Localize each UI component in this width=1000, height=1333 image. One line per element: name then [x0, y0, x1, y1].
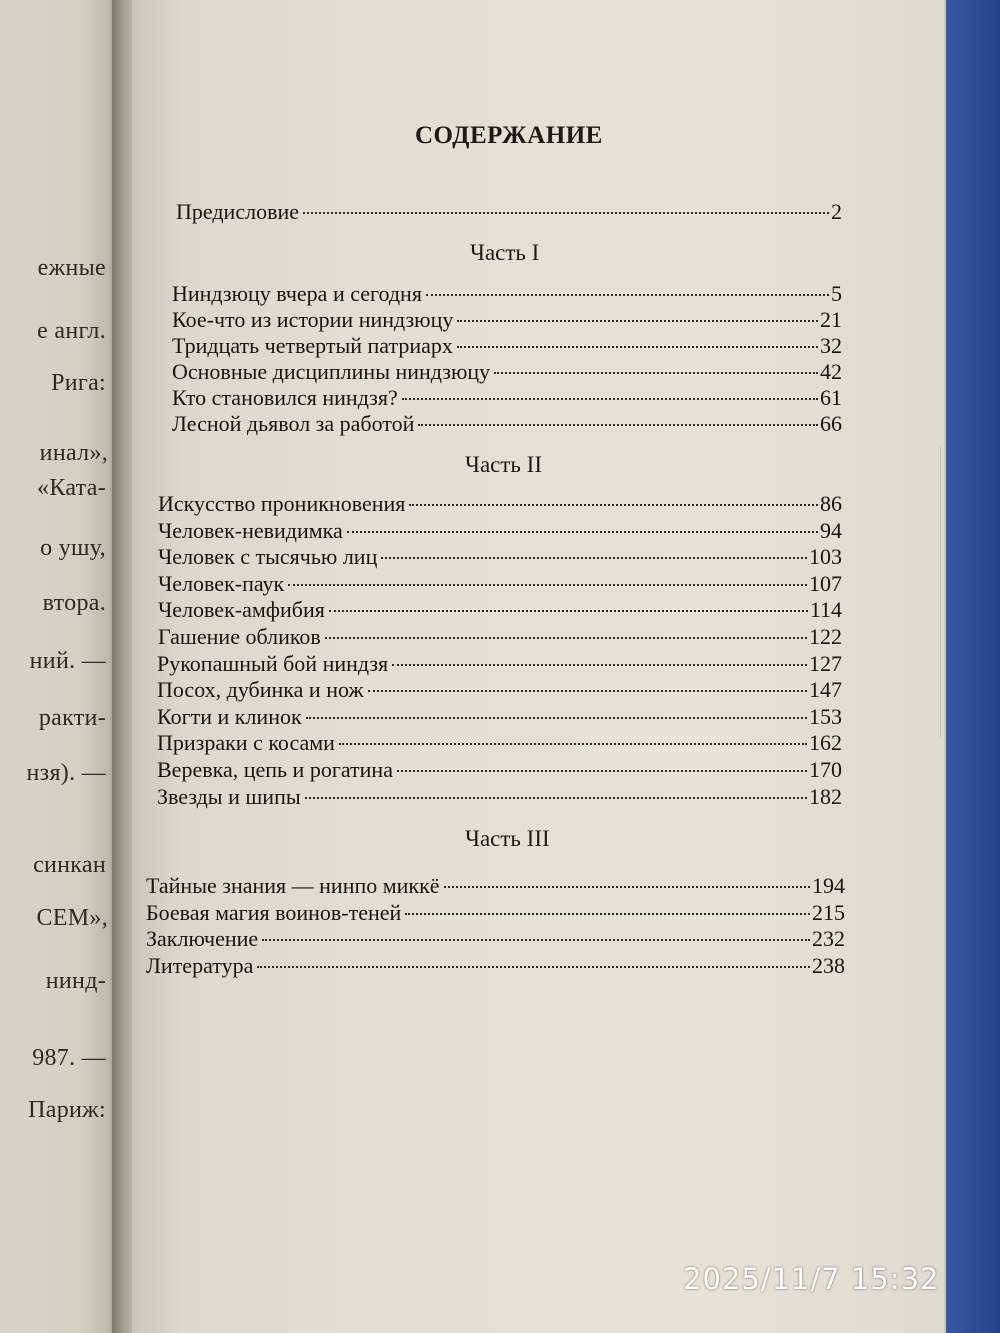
toc-entry — [157, 650, 842, 678]
toc-entry — [146, 952, 845, 980]
entry-page-number: 127 — [809, 651, 842, 676]
left-page-text-fragment: ний. — — [29, 648, 106, 674]
entry-page-number: 42 — [820, 359, 842, 384]
toc-entry — [158, 623, 842, 651]
left-page-text-fragment: ежные — [37, 255, 106, 281]
entry-page-number: 122 — [809, 624, 842, 649]
dot-leader — [339, 743, 807, 745]
dot-leader — [392, 664, 807, 666]
entry-title: Рукопашный бой ниндзя — [157, 651, 389, 676]
entry-title: Лесной дьявол за работой — [172, 411, 415, 436]
part-heading: Часть III — [465, 826, 550, 851]
entry-page-number: 194 — [812, 873, 845, 898]
entry-title: Когти и клинок — [157, 704, 302, 729]
toc-entry — [158, 543, 842, 571]
toc-entry — [158, 517, 842, 545]
dot-leader — [418, 424, 818, 426]
toc-entry-preface — [176, 198, 842, 226]
dot-leader — [381, 557, 807, 559]
entry-title: Предисловие — [176, 199, 299, 224]
entry-title: Гашение обликов — [158, 624, 321, 649]
toc-entry — [172, 280, 842, 308]
entry-title: Тридцать четвертый патриарх — [172, 333, 453, 358]
entry-title: Звезды и шипы — [157, 784, 301, 809]
entry-page-number: 182 — [809, 784, 842, 809]
entry-title: Человек-паук — [158, 571, 285, 596]
entry-page-number: 94 — [820, 518, 842, 543]
dot-leader — [444, 886, 810, 888]
entry-page-number: 21 — [820, 307, 842, 332]
left-page-text-fragment: Рига: — [51, 370, 106, 396]
left-page-text-fragment: нинд- — [45, 968, 106, 994]
entry-page-number: 114 — [809, 597, 842, 622]
toc-entry — [146, 872, 845, 900]
dot-leader — [306, 717, 807, 719]
entry-title: Веревка, цепь и рогатина — [157, 757, 393, 782]
left-page-text-fragment: синкан — [33, 852, 106, 878]
left-page-text-fragment: ракти- — [38, 705, 106, 731]
left-page-text-fragment: 987. — — [32, 1045, 106, 1071]
entry-page-number: 66 — [820, 411, 842, 436]
left-page-text-fragment: о ушу, — [40, 535, 106, 561]
entry-page-number: 86 — [820, 491, 842, 516]
toc-entry — [172, 358, 842, 386]
left-page-text-fragment: инал», — [39, 440, 108, 466]
part-heading: Часть II — [465, 452, 542, 477]
dot-leader — [494, 372, 818, 374]
entry-page-number: 215 — [812, 900, 845, 925]
show-through-box — [920, 447, 941, 737]
dot-leader — [426, 294, 829, 296]
entry-page-number: 153 — [809, 704, 842, 729]
entry-page-number: 32 — [820, 333, 842, 358]
part-heading: Часть I — [470, 240, 540, 265]
dot-leader — [325, 637, 807, 639]
dot-leader — [457, 320, 818, 322]
entry-page-number: 238 — [812, 953, 845, 978]
left-page-text-fragment: Париж: — [28, 1097, 106, 1123]
left-page-text-fragment: СЕМ», — [36, 905, 108, 931]
dot-leader — [405, 913, 810, 915]
entry-title: Человек-амфибия — [158, 597, 325, 622]
toc-entry — [158, 490, 842, 518]
left-page-text-fragment: нзя). — — [26, 760, 106, 786]
dot-leader — [347, 531, 818, 533]
toc-entry — [157, 676, 842, 704]
dot-leader — [288, 584, 807, 586]
toc-entry — [157, 783, 842, 811]
entry-page-number: 61 — [820, 385, 842, 410]
dot-leader — [257, 966, 810, 968]
entry-title: Человек с тысячью лиц — [158, 544, 378, 569]
dot-leader — [305, 797, 807, 799]
page-title: СОДЕРЖАНИЕ — [415, 122, 603, 149]
entry-page-number: 232 — [812, 926, 845, 951]
entry-page-number: 107 — [809, 571, 842, 596]
dot-leader — [262, 939, 810, 941]
toc-entry — [146, 925, 845, 953]
entry-title: Посох, дубинка и нож — [157, 677, 364, 702]
entry-title: Боевая магия воинов-теней — [146, 900, 402, 925]
left-page — [0, 0, 118, 1333]
toc-entry — [158, 596, 842, 624]
toc-entry — [172, 306, 842, 334]
entry-title: Кто становился ниндзя? — [172, 385, 398, 410]
toc-entry — [157, 703, 842, 731]
dot-leader — [303, 212, 829, 214]
entry-title: Человек-невидимка — [158, 518, 343, 543]
photo-timestamp: 2025/11/7 15:32 — [683, 1262, 940, 1296]
entry-title: Литература — [146, 953, 254, 978]
toc-entry — [172, 410, 842, 438]
entry-page-number: 170 — [809, 757, 842, 782]
entry-title: Тайные знания — нинпо миккё — [146, 873, 440, 898]
toc-entry — [172, 384, 842, 412]
toc-entry — [157, 756, 842, 784]
entry-title: Призраки с косами — [157, 730, 335, 755]
left-page-text-fragment: «Ката- — [37, 475, 106, 501]
dot-leader — [368, 690, 807, 692]
toc-entry — [158, 570, 842, 598]
left-page-text-fragment: е англ. — [37, 318, 106, 344]
entry-page-number: 162 — [809, 730, 842, 755]
entry-page-number: 5 — [831, 281, 842, 306]
dot-leader — [402, 398, 818, 400]
entry-page-number: 147 — [809, 677, 842, 702]
entry-title: Основные дисциплины ниндзюцу — [172, 359, 491, 384]
toc-entry — [172, 332, 842, 360]
entry-page-number: 103 — [809, 544, 842, 569]
dot-leader — [457, 346, 818, 348]
entry-page-number: 2 — [831, 199, 842, 224]
entry-title: Искусство проникновения — [158, 491, 406, 516]
toc-entry — [157, 729, 842, 757]
entry-title: Кое-что из истории ниндзюцу — [172, 307, 454, 332]
dot-leader — [397, 770, 807, 772]
toc-entry — [146, 899, 845, 927]
entry-title: Ниндзюцу вчера и сегодня — [172, 281, 422, 306]
left-page-text-fragment: втора. — [42, 590, 106, 616]
dot-leader — [329, 610, 808, 612]
entry-title: Заключение — [146, 926, 259, 951]
dot-leader — [409, 504, 818, 506]
